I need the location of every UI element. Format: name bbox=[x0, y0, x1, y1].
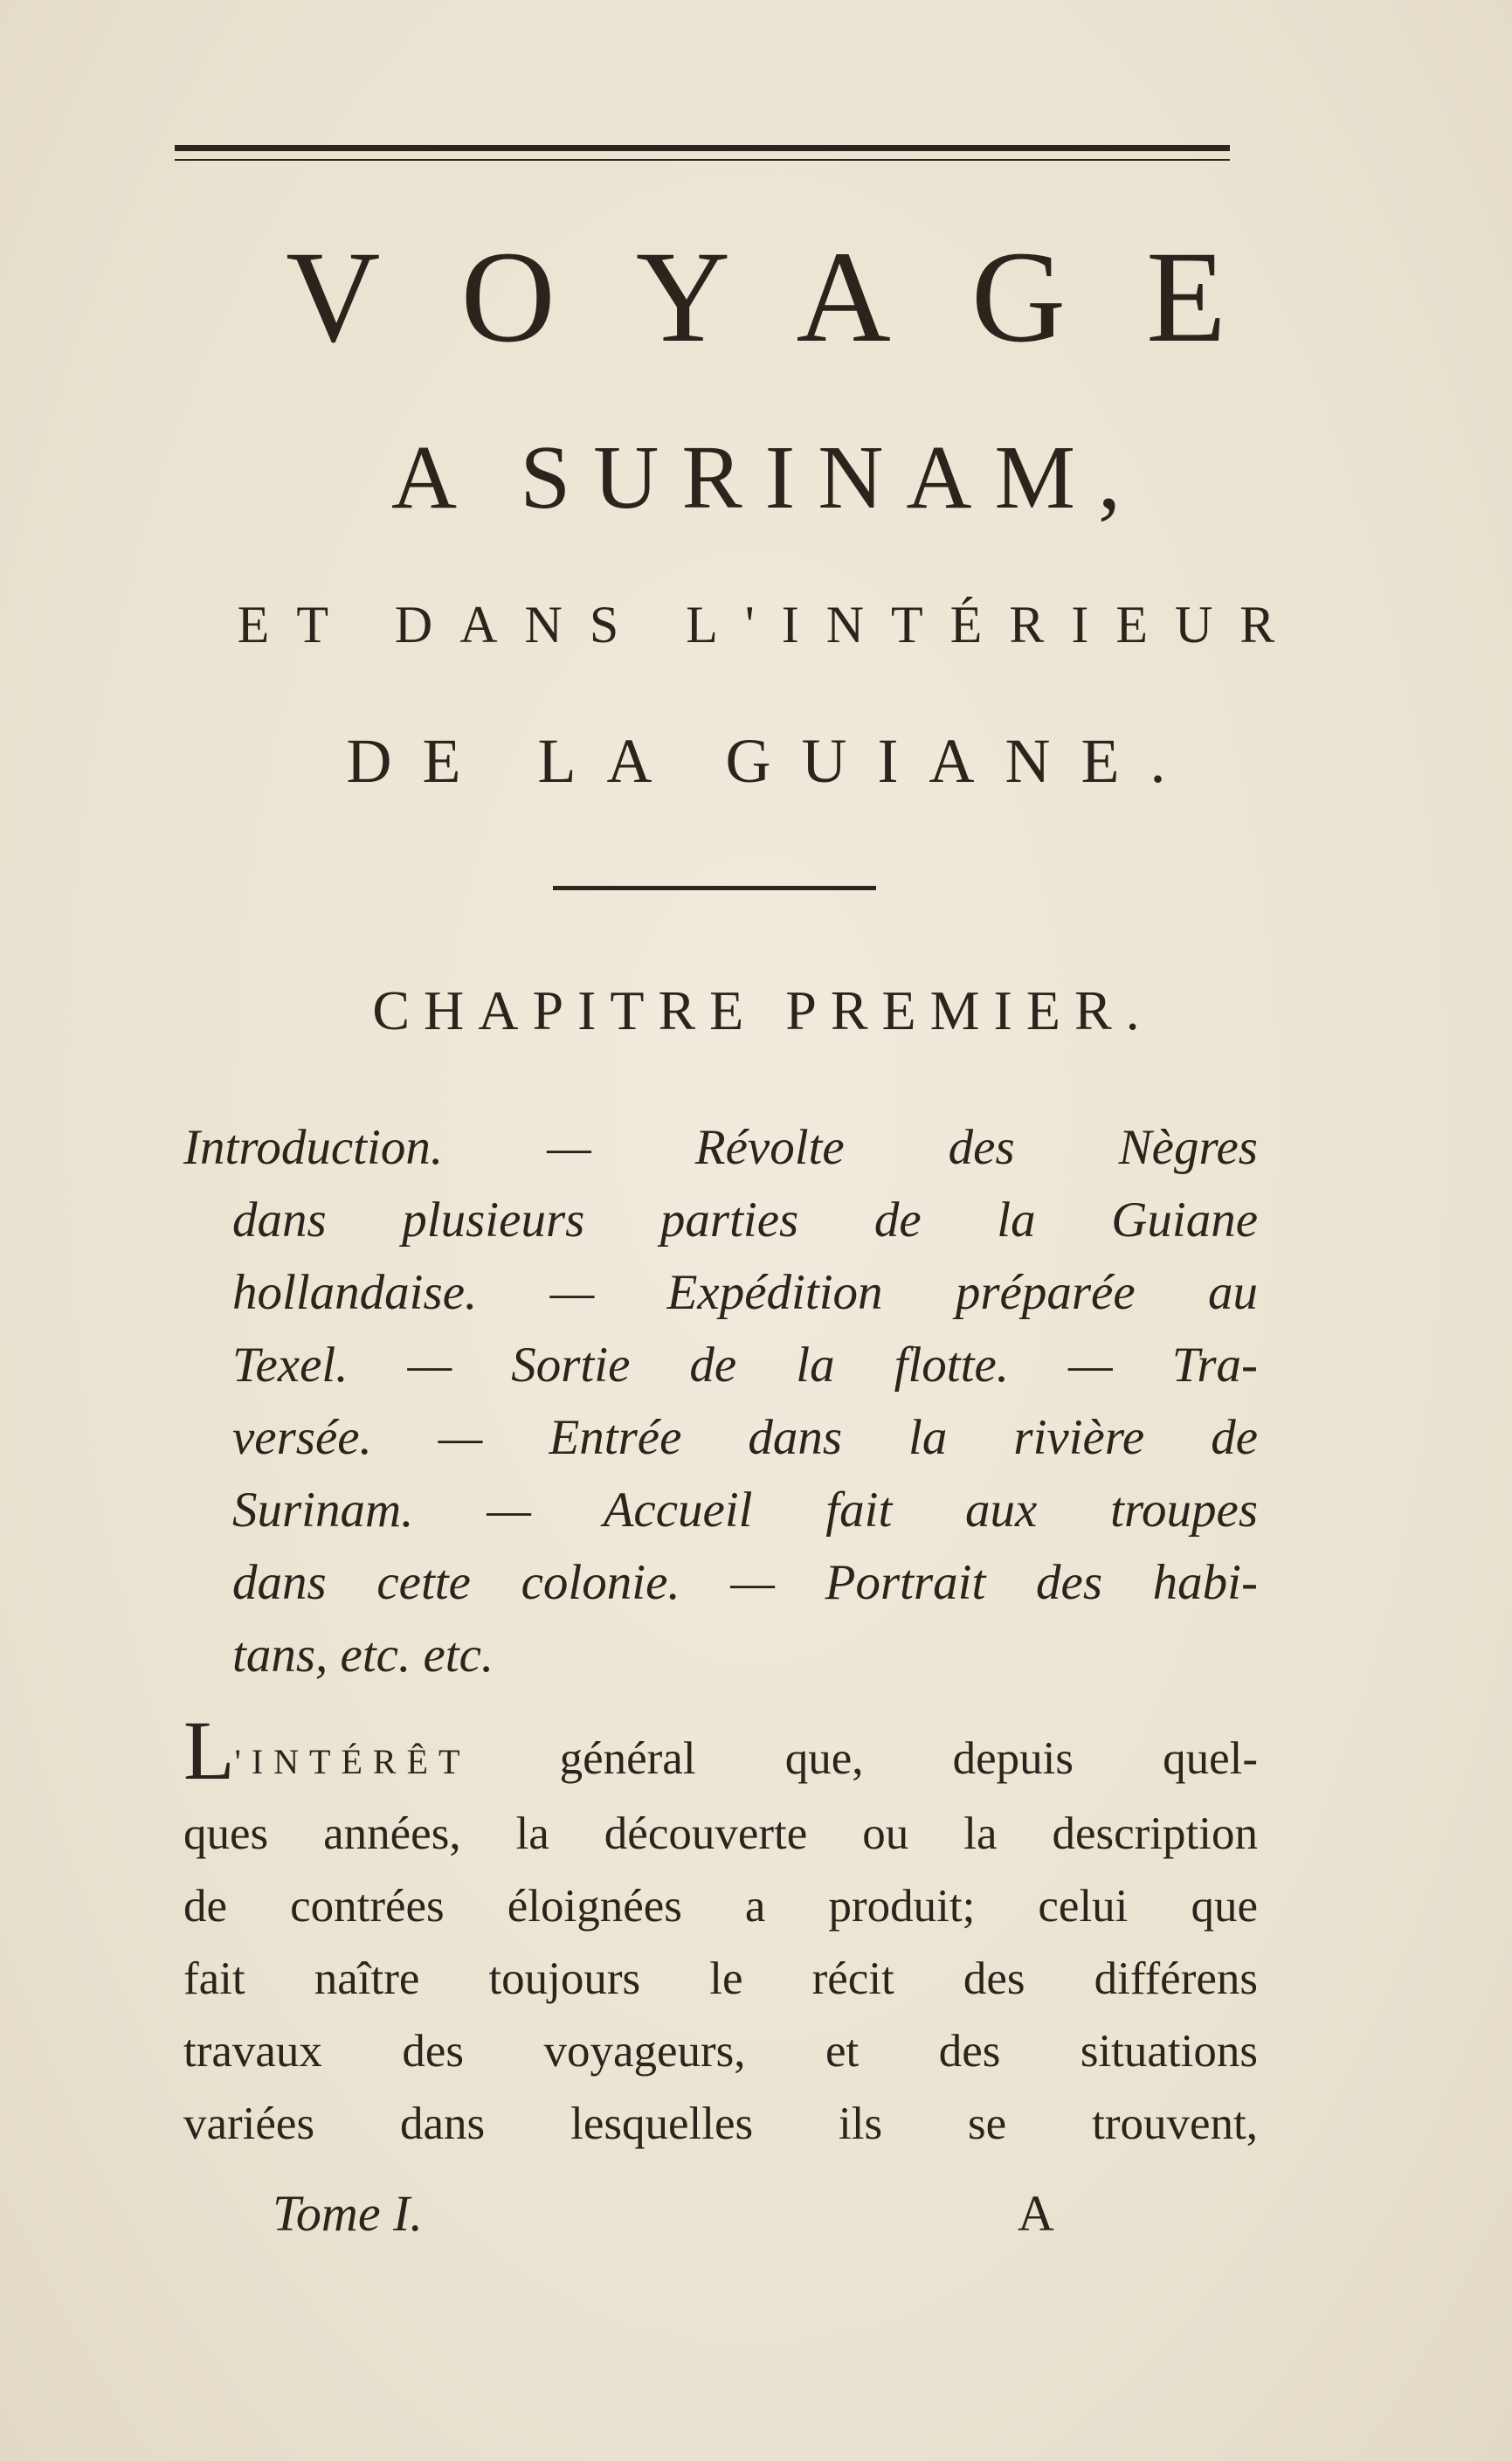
body-line-text: général que, depuis quel- bbox=[559, 1733, 1259, 1784]
summary-line: versée. — Entrée dans la rivière de bbox=[232, 1410, 1258, 1465]
volume-footer: Tome I. bbox=[273, 2185, 423, 2242]
top-rule-thin bbox=[175, 159, 1230, 161]
summary-line: hollandaise. — Expédition préparée au bbox=[232, 1265, 1258, 1320]
title-voyage: VOYAGE bbox=[286, 225, 1307, 370]
body-line: ques années, la découverte ou la description bbox=[183, 1808, 1258, 1859]
separator-rule bbox=[553, 886, 876, 890]
body-line: de contrées éloignées a produit; celui que bbox=[183, 1881, 1258, 1932]
body-line-first bbox=[183, 1704, 1259, 1798]
body-line: fait naître toujours le récit des différens bbox=[183, 1953, 1258, 2004]
summary-line: Surinam. — Accueil fait aux troupes bbox=[232, 1483, 1258, 1538]
body-paragraph bbox=[183, 1704, 1259, 2160]
drop-cap: L bbox=[183, 1704, 235, 1797]
signature-mark: A bbox=[1018, 2185, 1054, 2242]
chapter-summary bbox=[183, 1111, 1258, 1691]
summary-line: Introduction. — Révolte des Nègres bbox=[183, 1120, 1258, 1175]
summary-line: dans cette colonie. — Portrait des habi- bbox=[232, 1555, 1258, 1610]
title-surinam: A SURINAM, bbox=[391, 427, 1143, 528]
summary-line: dans plusieurs parties de la Guiane bbox=[232, 1192, 1258, 1248]
title-interieur: ET DANS L'INTÉRIEUR bbox=[237, 596, 1302, 653]
chapter-heading: CHAPITRE PREMIER. bbox=[372, 979, 1154, 1041]
body-line: travaux des voyageurs, et des situations bbox=[183, 2026, 1258, 2077]
summary-line: tans, etc. etc. bbox=[232, 1628, 494, 1683]
top-rule-thick bbox=[175, 145, 1230, 151]
body-line: variées dans lesquelles ils se trouvent, bbox=[183, 2098, 1258, 2149]
title-guiane: DE LA GUIANE. bbox=[346, 726, 1197, 796]
first-word-rest: 'INTÉRÊT bbox=[234, 1742, 471, 1781]
summary-line: Texel. — Sortie de la flotte. — Tra- bbox=[232, 1338, 1258, 1393]
